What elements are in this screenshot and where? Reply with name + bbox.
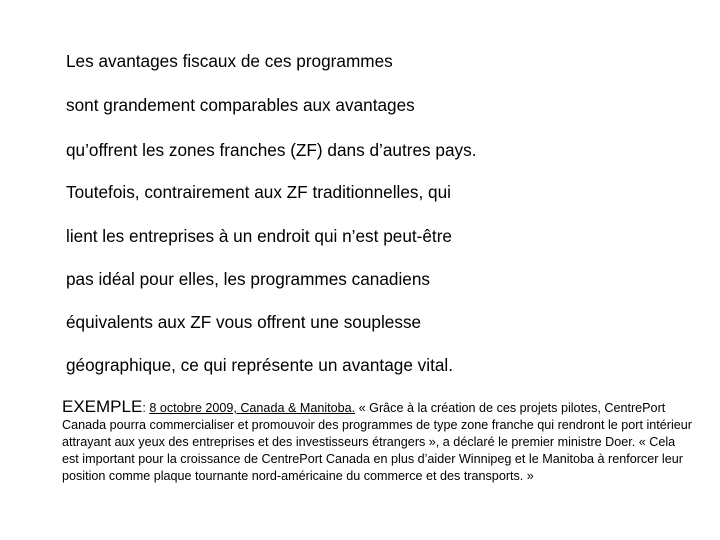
- paragraph-line: lient les entreprises à un endroit qui n’est peut-être: [66, 226, 452, 246]
- paragraph-line: qu’offrent les zones franches (ZF) dans d’autres pays.: [66, 140, 477, 160]
- paragraph-line: pas idéal pour elles, les programmes canadiens: [66, 269, 431, 289]
- example-quote: « Grâce à la création de ces projets pilotes, CentrePort Canada pourra commercialiser et promouvoir des programmes de type zone franche qui rendront le port intérieur attrayant aux yeux des entreprises et des investisseurs étrangers », a déclaré le premier ministre Doer. « Cela est important pour la croissance de CentrePort Canada en plus d’aider Winnipeg et le Manitoba à renforcer leur position comme plaque tournante nord-américaine du commerce et des transports. »: [62, 401, 693, 483]
- paragraph-line: Toutefois, contrairement aux ZF traditionnelles, qui: [66, 182, 451, 202]
- example-separator: :: [142, 401, 150, 415]
- paragraph-line: équivalents aux ZF vous offrent une souplesse: [66, 312, 422, 332]
- paragraph-line: sont grandement comparables aux avantages: [66, 95, 415, 115]
- example-block: [62, 398, 692, 485]
- example-date-source: 8 octobre 2009, Canada & Manitoba.: [149, 401, 356, 415]
- paragraph-line: géographique, ce qui représente un avantage vital.: [66, 355, 453, 375]
- paragraph-line: Les avantages fiscaux de ces programmes: [66, 51, 393, 71]
- example-label: EXEMPLE: [62, 397, 143, 416]
